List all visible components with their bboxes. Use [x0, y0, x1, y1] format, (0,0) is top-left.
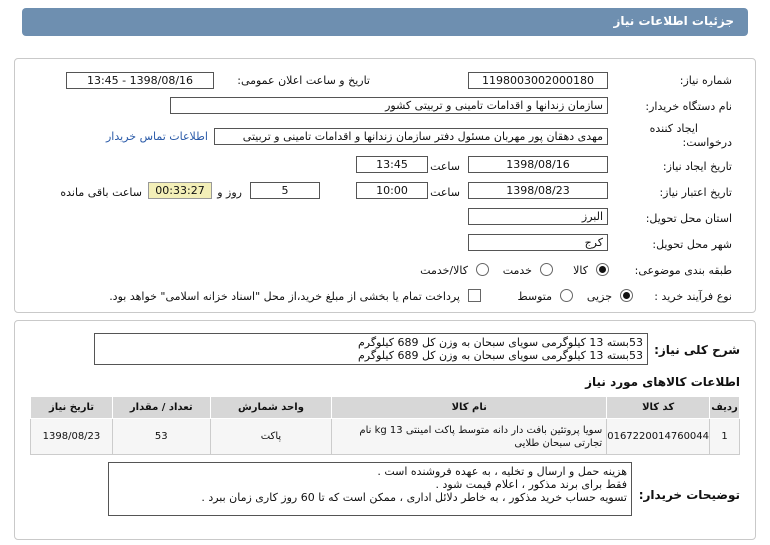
items-table	[30, 396, 740, 455]
creator-field: مهدی دهقان پور مهربان مسئول دفتر سازمان زندانها و اقدامات تامینی و تربیتی	[214, 128, 608, 145]
col-qty: تعداد / مقدار	[112, 397, 210, 419]
remaining-label: ساعت باقی مانده	[60, 186, 142, 199]
cell-code: 0167220014760044	[607, 419, 710, 455]
valid-date-field: 1398/08/23	[468, 182, 608, 199]
buyer-label: نام دستگاه خریدار:	[645, 100, 732, 113]
items-table-header	[31, 397, 740, 419]
notes-field: هزینه حمل و ارسال و تخلیه ، به عهده فروشنده است . فقط برای برند مذکور ، اعلام قیمت شود . تسویه حساب خرید مذکور ، به خاطر دلائل اداری ، ممکن است که تا 60 روز کاری زمان ببرد .	[108, 462, 632, 516]
category-label: طبقه بندی موضوعی:	[634, 264, 732, 277]
process-radio-minor[interactable]	[620, 289, 633, 302]
treasury-payment-note: پرداخت تمام یا بخشی از مبلغ خرید،از محل "اسناد خزانه اسلامی" خواهد بود.	[109, 290, 460, 303]
creator-label-2: درخواست:	[682, 136, 732, 149]
valid-time-field: 10:00	[356, 182, 428, 199]
province-label: استان محل تحویل:	[645, 212, 732, 225]
process-radio-medium[interactable]	[560, 289, 573, 302]
summary-field: 53بسته 13 کیلوگرمی سویای سبحان به وزن کل 689 کیلوگرم 53بسته 13 کیلوگرمی سویای سبحان به وزن کل 689 کیلوگرم	[94, 333, 648, 365]
valid-time-label: ساعت	[430, 186, 460, 199]
header-bar	[22, 8, 748, 36]
process-label: نوع فرآیند خرید :	[654, 290, 732, 303]
page-header	[0, 0, 770, 44]
city-label: شهر محل تحویل:	[652, 238, 732, 251]
col-unit: واحد شمارش	[210, 397, 332, 419]
category-option-service: خدمت	[502, 264, 532, 277]
category-option-both: کالا/خدمت	[420, 264, 468, 277]
announce-label: تاریخ و ساعت اعلان عمومی:	[237, 74, 370, 87]
days-label: روز و	[217, 186, 242, 199]
announce-field: 1398/08/16 - 13:45	[66, 72, 214, 89]
days-field: 5	[250, 182, 320, 199]
process-option-minor: جزیی	[586, 290, 612, 303]
cell-row: 1	[710, 419, 740, 455]
province-field: البرز	[468, 208, 608, 225]
creator-label-1: ایجاد کننده	[649, 122, 698, 135]
page-title: جزئیات اطلاعات نیاز	[613, 14, 734, 28]
col-code: کد کالا	[607, 397, 710, 419]
create-time-label: ساعت	[430, 160, 460, 173]
remaining-time-field: 00:33:27	[148, 182, 212, 199]
category-radio-goods[interactable]	[596, 263, 609, 276]
process-option-medium: متوسط	[517, 290, 552, 303]
col-date: تاریخ نیاز	[31, 397, 113, 419]
buyer-field: سازمان زندانها و اقدامات تامینی و تربیتی کشور	[170, 97, 608, 114]
create-time-field: 13:45	[356, 156, 428, 173]
valid-date-label: تاریخ اعتبار نیاز:	[659, 186, 732, 199]
create-date-field: 1398/08/16	[468, 156, 608, 173]
items-section-title: اطلاعات کالاهای مورد نیاز	[585, 375, 740, 389]
cell-qty: 53	[112, 419, 210, 455]
city-field: کرج	[468, 234, 608, 251]
table-row	[31, 419, 740, 455]
summary-label: شرح کلی نیاز:	[654, 343, 740, 357]
category-radio-service[interactable]	[540, 263, 553, 276]
buyer-contact-link[interactable]: اطلاعات تماس خریدار	[106, 130, 208, 143]
need-number-field: 1198003002000180	[468, 72, 608, 89]
notes-label: توضیحات خریدار:	[638, 488, 740, 502]
cell-unit: پاکت	[210, 419, 332, 455]
need-number-label: شماره نیاز:	[679, 74, 732, 87]
cell-name: سویا پروتئین بافت دار دانه متوسط پاکت امینتی 13 kg نام تجارتی سبحان طلایی	[332, 419, 607, 455]
col-row: ردیف	[710, 397, 740, 419]
category-option-goods: کالا	[573, 264, 588, 277]
col-name: نام کالا	[332, 397, 607, 419]
treasury-payment-checkbox[interactable]	[468, 289, 481, 302]
cell-date: 1398/08/23	[31, 419, 113, 455]
create-date-label: تاریخ ایجاد نیاز:	[662, 160, 732, 173]
category-radio-both[interactable]	[476, 263, 489, 276]
